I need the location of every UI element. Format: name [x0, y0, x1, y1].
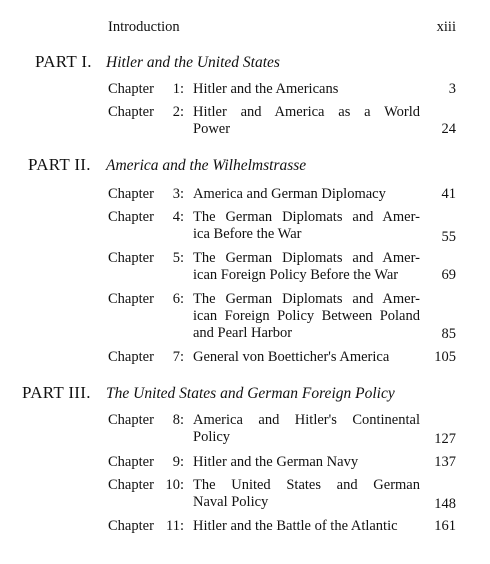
chapter-title: Hitler and America as a World Power: [193, 104, 420, 137]
chapter-number: 5:: [172, 250, 184, 266]
chapter-label: Chapter: [108, 518, 154, 534]
chapter-page: 127: [434, 431, 456, 447]
part-3-title: The United States and German Foreign Policy: [106, 385, 395, 402]
intro-label: Introduction: [108, 19, 180, 35]
chapter-title: The United States and German Naval Policy: [193, 477, 420, 510]
chapter-label: Chapter: [108, 291, 154, 307]
chapter-label: Chapter: [108, 186, 154, 202]
chapter-page: 55: [441, 229, 456, 245]
chapter-label: Chapter: [108, 477, 154, 493]
chapter-label: Chapter: [108, 81, 154, 97]
part-1-label: PART I.: [35, 52, 92, 71]
chapter-number: 8:: [172, 412, 184, 428]
chapter-label: Chapter: [108, 209, 154, 225]
chapter-page: 105: [434, 349, 456, 365]
part-3-label: PART III.: [22, 383, 91, 402]
chapter-number: 1:: [172, 81, 184, 97]
chapter-title: General von Boetticher's America: [193, 349, 390, 365]
chapter-title: Hitler and the Battle of the Atlantic: [193, 518, 398, 534]
chapter-title: America and German Diplomacy: [193, 186, 386, 202]
chapter-page: 3: [448, 81, 456, 97]
chapter-title: The German Diplomats and Amer- ica Before the War: [193, 209, 420, 242]
part-2-title: America and the Wilhelmstrasse: [106, 157, 307, 174]
part-2-label: PART II.: [28, 155, 91, 174]
chapter-page: 148: [434, 496, 456, 512]
chapter-page: 161: [434, 518, 456, 534]
chapter-page: 137: [434, 454, 456, 470]
chapter-number: 6:: [172, 291, 184, 307]
chapter-label: Chapter: [108, 250, 154, 266]
chapter-label: Chapter: [108, 349, 154, 365]
chapter-label: Chapter: [108, 104, 154, 120]
chapter-number: 10:: [165, 477, 184, 493]
chapter-number: 11:: [166, 518, 184, 534]
chapter-title: The German Diplomats and Amer- ican Foreign Policy Between Poland and Pearl Harbor: [193, 291, 420, 341]
chapter-number: 7:: [172, 349, 184, 365]
chapter-number: 3:: [172, 186, 184, 202]
chapter-page: 85: [441, 326, 456, 342]
chapter-number: 2:: [172, 104, 184, 120]
chapter-title: The German Diplomats and Amer- ican Foreign Policy Before the War: [193, 250, 420, 283]
chapter-label: Chapter: [108, 454, 154, 470]
intro-page: xiii: [436, 19, 456, 35]
chapter-page: 41: [441, 186, 456, 202]
chapter-title: Hitler and the German Navy: [193, 454, 359, 470]
chapter-title: Hitler and the Americans: [193, 81, 339, 97]
chapter-number: 4:: [172, 209, 184, 225]
chapter-title: America and Hitler's Continental Policy: [193, 412, 420, 445]
chapter-label: Chapter: [108, 412, 154, 428]
part-1-title: Hitler and the United States: [106, 54, 280, 71]
chapter-page: 24: [441, 121, 456, 137]
chapter-number: 9:: [172, 454, 184, 470]
chapter-page: 69: [441, 267, 456, 283]
